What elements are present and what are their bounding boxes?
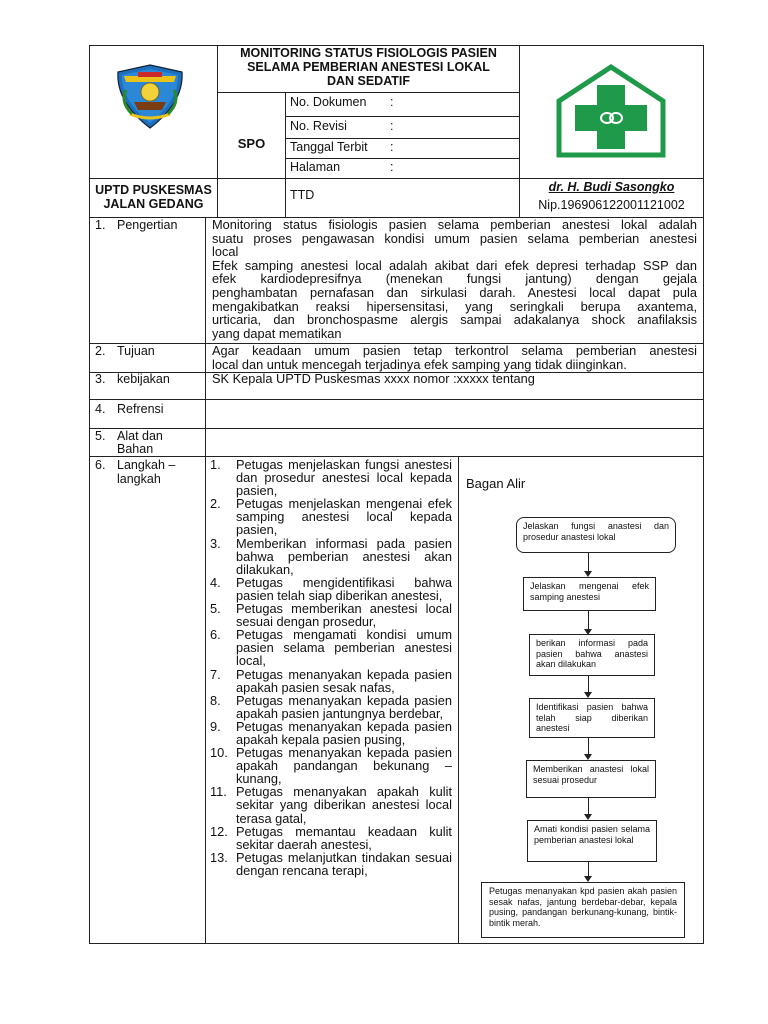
list-item [210, 746, 452, 785]
step-number: 1. [210, 457, 221, 472]
doc-field-label: Halaman [290, 160, 341, 174]
step-number: 5. [210, 601, 221, 617]
section-label: Pengertian [117, 218, 178, 232]
title-line: MONITORING STATUS FISIOLOGIS PASIEN [240, 46, 497, 60]
rule [89, 399, 704, 400]
section-label-alat [95, 430, 163, 456]
list-item [210, 694, 452, 720]
step-text: Petugas mengamati kondisi umum pasien selama pemberian anestesi local, [236, 627, 452, 669]
text-line: Agar keadaan umum pasien tetap terkontrol selama pemberian anestesi [212, 343, 697, 358]
step-text: Petugas menjelaskan fungsi anestesi dan prosedur anestesi local kepada pasien, [236, 457, 452, 499]
step-number: 8. [210, 692, 221, 708]
section-label-refrensi [95, 402, 164, 417]
doc-field-label: Tanggal Terbit [290, 140, 368, 154]
rule [285, 138, 519, 139]
list-item [210, 602, 452, 628]
section-number: 5. [95, 429, 106, 443]
rule [89, 178, 704, 179]
section-number: 2. [95, 344, 106, 358]
section-label: Refrensi [117, 402, 164, 416]
doc-field-sep: : [390, 140, 394, 154]
section-label: kebijakan [117, 372, 170, 386]
title-line: SELAMA PEMBERIAN ANESTESI LOKAL [247, 60, 490, 74]
step-number: 12. [210, 823, 228, 839]
step-number: 11. [210, 784, 227, 800]
org-line: UPTD PUSKESMAS [95, 183, 212, 197]
text-line: efek kardiodepresifnya (menekan fungsi jantung) dengan gejala [212, 271, 697, 287]
pengertian-text [212, 218, 697, 340]
flow-box: Amati kondisi pasien selama pemberian anastesi lokal [527, 820, 657, 862]
flow-box: Jelaskan mengenai efek samping anestesi [523, 577, 656, 611]
step-number: 2. [210, 496, 221, 512]
flow-box: berikan informasi pada pasien bahwa anastesi akan dilakukan [529, 634, 655, 676]
document-title [218, 46, 519, 88]
rule [89, 943, 704, 944]
text-line: urticaria, dan bronchospasme alergis sampai adakalanya shock anafilaksis [212, 312, 697, 328]
list-item [210, 668, 452, 694]
text-line: local [212, 244, 239, 260]
list-item [210, 851, 452, 877]
doc-field-label: No. Revisi [290, 119, 347, 133]
list-item [210, 628, 452, 667]
step-text: Petugas menanyakan kepada pasien apakah pasien jantungnya berdebar, [236, 692, 452, 721]
rule [89, 45, 90, 943]
rule [458, 456, 459, 943]
section-label: Alat dan [117, 429, 163, 443]
list-item [210, 576, 452, 602]
step-number: 13. [210, 849, 228, 865]
flow-arrow [588, 798, 589, 815]
kebijakan-text: SK Kepala UPTD Puskesmas xxxx nomor :xxxxx tentang [212, 371, 535, 386]
section-label-kebijakan [95, 372, 170, 387]
doctor-nip: Nip.196906122001121002 [538, 198, 685, 212]
text-line: yang dapat mematikan [212, 325, 342, 341]
flow-arrow [588, 862, 589, 876]
step-text: Petugas menanyakan apakah kulit sekitar yang diberikan anestesi local terasa gatal, [236, 784, 452, 826]
doc-field-sep: : [390, 95, 394, 109]
flow-box: Memberikan anastesi lokal sesuai prosedur [526, 760, 656, 798]
text-line: Monitoring status fisiologis pasien selama pemberian anestesi lokal adalah [212, 217, 697, 232]
section-label: langkah [117, 472, 161, 486]
flow-arrow [588, 738, 589, 755]
list-item [210, 785, 452, 824]
rule [285, 92, 286, 218]
step-text: Petugas melanjutkan tindakan sesuai dengan rencana terapi, [236, 849, 452, 878]
rule [205, 217, 206, 943]
flow-box: Jelaskan fungsi anastesi dan prosedur anastesi lokal [516, 517, 676, 553]
doc-field-sep: : [390, 119, 394, 133]
list-item [210, 497, 452, 536]
step-text: Petugas menanyakan kepada pasien apakah pandangan bekunang – kunang, [236, 745, 452, 787]
flow-box: Identifikasi pasien bahwa telah siap diberikan anestesi [529, 698, 655, 738]
title-line: DAN SEDATIF [326, 74, 411, 88]
flow-arrow [588, 676, 589, 693]
flow-arrow [588, 553, 589, 571]
step-text: Petugas mengidentifikasi bahwa pasien telah siap diberikan anestesi, [236, 574, 452, 603]
flow-arrow [588, 611, 589, 631]
doc-field-sep: : [390, 160, 394, 174]
section-label: Tujuan [117, 344, 155, 358]
doc-field-label: No. Dokumen [290, 95, 367, 109]
text-line: penghambatan pernafasan dan sirkulasi darah. Anestesi local dapat pula [212, 284, 697, 300]
text-line: local dan untuk mencegah terjadinya efek samping yang tidak diinginkan. [212, 356, 627, 372]
step-text: Petugas menanyakan kepada pasien apakah kepala pasien pusing, [236, 718, 452, 747]
rule [217, 92, 519, 93]
rule [89, 428, 704, 429]
step-number: 3. [210, 535, 221, 551]
step-text: Petugas memantau keadaan kulit sekitar daerah anestesi, [236, 823, 452, 852]
section-number: 1. [95, 218, 106, 232]
step-text: Petugas menanyakan kepada pasien apakah pasien sesak nafas, [236, 666, 452, 695]
step-number: 6. [210, 627, 221, 643]
ttd-label: TTD [290, 188, 315, 202]
section-label-tujuan [95, 344, 155, 359]
organization-name [90, 183, 217, 211]
rule [285, 116, 519, 117]
section-label: Bahan [117, 442, 154, 456]
section-number: 4. [95, 402, 106, 416]
step-number: 4. [210, 574, 221, 590]
section-label-pengertian [95, 218, 177, 233]
flowchart-title: Bagan Alir [466, 476, 526, 491]
step-number: 9. [210, 718, 221, 734]
list-item [210, 825, 452, 851]
puskesmas-cross-logo [553, 63, 669, 159]
section-label: Langkah – [117, 458, 176, 472]
rule [285, 158, 519, 159]
text-line: Efek samping anestesi local adalah akibat dari efek depresi terhadap SSP dan [212, 257, 697, 273]
list-item [210, 720, 452, 746]
step-text: Memberikan informasi pada pasien bahwa pemberian anestesi akan dilakukan, [236, 535, 452, 577]
list-item [210, 537, 452, 576]
section-number: 6. [95, 458, 106, 472]
org-line: JALAN GEDANG [103, 197, 204, 211]
step-text: Petugas memberikan anestesi local sesuai dengan prosedur, [236, 601, 452, 630]
regency-crest-logo [112, 62, 188, 130]
spo-label: SPO [237, 136, 266, 151]
flow-box: Petugas menanyakan kpd pasien akah pasien sesak nafas, jantung berdebar-debar, kepala pusing, pandangan berkunang-kunang, bintik-bintik merah. [481, 882, 685, 938]
steps-list [210, 458, 452, 877]
step-text: Petugas menjelaskan mengenai efek samping anestesi local kepada pasien, [236, 496, 452, 538]
rule [703, 45, 704, 943]
tujuan-text [212, 344, 697, 371]
section-number: 3. [95, 372, 106, 386]
doctor-name: dr. H. Budi Sasongko [548, 180, 675, 194]
step-number: 7. [210, 666, 221, 682]
step-number: 10. [210, 745, 228, 761]
section-label-langkah [95, 458, 175, 486]
list-item [210, 458, 452, 497]
text-line: mengakibatkan reaksi hipersensitasi, yang seringkali berupa axantema, [212, 298, 697, 314]
text-line: suatu proses pengawasan kondisi umum pasien selama pemberian anestesi [212, 230, 697, 246]
